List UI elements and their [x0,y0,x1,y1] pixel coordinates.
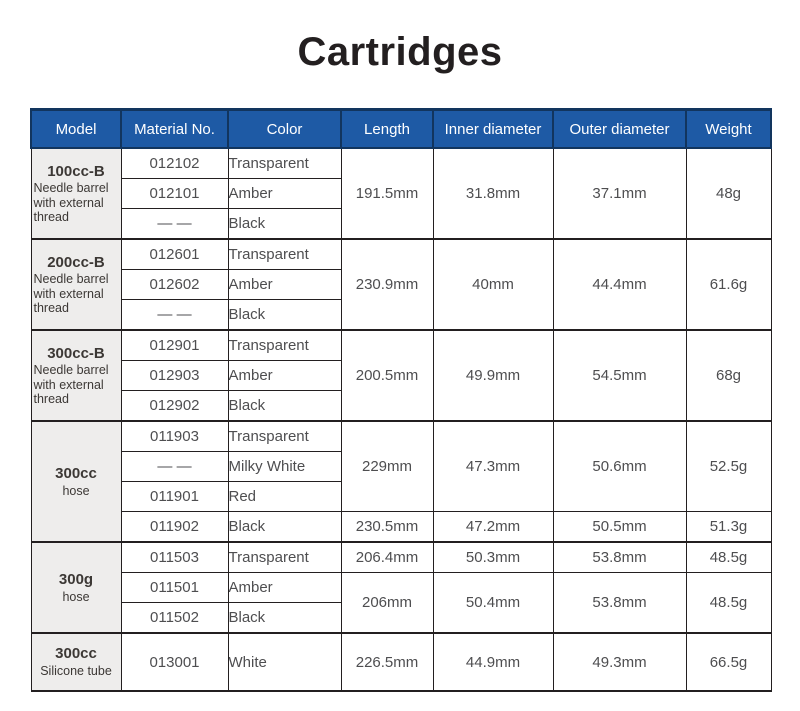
model-name: 300cc [55,645,97,663]
inner-diameter-cell: 50.4mm [433,573,553,634]
length-cell: 206.4mm [341,542,433,573]
inner-diameter-cell: 47.2mm [433,512,553,543]
weight-cell: 48g [686,148,771,239]
inner-diameter-cell: 31.8mm [433,148,553,239]
color-cell: Amber [228,573,341,603]
material-cell: — — [121,452,228,482]
material-cell: 012101 [121,179,228,209]
model-name: 100cc-B [47,162,105,180]
weight-cell: 51.3g [686,512,771,543]
material-cell: 011902 [121,512,228,543]
column-header-color: Color [228,110,341,149]
material-cell: 012601 [121,239,228,270]
color-cell: Amber [228,361,341,391]
table-row [31,542,771,573]
model-description: hose [62,483,90,498]
color-cell: White [228,633,341,691]
outer-diameter-cell: 53.8mm [553,573,686,634]
model-description: Needle barrel with external thread [33,272,109,316]
material-cell: 012902 [121,391,228,422]
length-cell: 229mm [341,421,433,512]
length-cell: 200.5mm [341,330,433,421]
length-cell: 226.5mm [341,633,433,691]
model-name: 300cc-B [47,344,105,362]
color-cell: Transparent [228,421,341,452]
table-row [31,512,771,543]
outer-diameter-cell: 53.8mm [553,542,686,573]
weight-cell: 48.5g [686,573,771,634]
material-cell: 011502 [121,603,228,634]
weight-cell: 52.5g [686,421,771,512]
column-header-material-no: Material No. [121,110,228,149]
weight-cell: 68g [686,330,771,421]
table-row [31,239,771,270]
header-row [31,110,771,149]
inner-diameter-cell: 50.3mm [433,542,553,573]
inner-diameter-cell: 44.9mm [433,633,553,691]
material-cell: 012903 [121,361,228,391]
material-cell: 012901 [121,330,228,361]
color-cell: Transparent [228,148,341,179]
material-cell: 012602 [121,270,228,300]
table-row [31,148,771,179]
column-header-inner-diameter: Inner diameter [433,110,553,149]
model-description: hose [62,589,90,604]
table-row [31,633,771,691]
cartridges-spec-table [30,108,772,692]
length-cell: 230.5mm [341,512,433,543]
column-header-outer-diameter: Outer diameter [553,110,686,149]
color-cell: Black [228,512,341,543]
model-cell [31,330,121,421]
length-cell: 230.9mm [341,239,433,330]
length-cell: 191.5mm [341,148,433,239]
color-cell: Milky White [228,452,341,482]
outer-diameter-cell: 37.1mm [553,148,686,239]
cartridges-table-container [30,108,770,692]
table-row [31,573,771,603]
page-title: Cartridges [297,30,503,74]
material-cell: 011503 [121,542,228,573]
table-row [31,330,771,361]
model-description: Needle barrel with external thread [33,363,109,407]
column-header-model: Model [31,110,121,149]
length-cell: 206mm [341,573,433,634]
color-cell: Black [228,300,341,331]
model-name: 200cc-B [47,253,105,271]
material-cell: 011501 [121,573,228,603]
outer-diameter-cell: 49.3mm [553,633,686,691]
outer-diameter-cell: 50.5mm [553,512,686,543]
inner-diameter-cell: 40mm [433,239,553,330]
material-cell: 011903 [121,421,228,452]
material-cell: 012102 [121,148,228,179]
model-cell [31,633,121,691]
color-cell: Amber [228,179,341,209]
color-cell: Amber [228,270,341,300]
outer-diameter-cell: 50.6mm [553,421,686,512]
outer-diameter-cell: 54.5mm [553,330,686,421]
column-header-weight: Weight [686,110,771,149]
column-header-length: Length [341,110,433,149]
model-cell [31,239,121,330]
model-name: 300cc [55,464,97,482]
inner-diameter-cell: 47.3mm [433,421,553,512]
color-cell: Red [228,482,341,512]
material-cell: — — [121,209,228,240]
color-cell: Transparent [228,542,341,573]
weight-cell: 61.6g [686,239,771,330]
model-name: 300g [58,570,94,588]
color-cell: Black [228,603,341,634]
weight-cell: 48.5g [686,542,771,573]
material-cell: 011901 [121,482,228,512]
color-cell: Transparent [228,239,341,270]
model-description: Silicone tube [40,664,112,679]
outer-diameter-cell: 44.4mm [553,239,686,330]
model-cell [31,148,121,239]
color-cell: Black [228,391,341,422]
color-cell: Transparent [228,330,341,361]
material-cell: — — [121,300,228,331]
weight-cell: 66.5g [686,633,771,691]
material-cell: 013001 [121,633,228,691]
model-cell [31,542,121,633]
model-cell [31,421,121,542]
model-description: Needle barrel with external thread [33,181,109,225]
table-row [31,421,771,452]
color-cell: Black [228,209,341,240]
inner-diameter-cell: 49.9mm [433,330,553,421]
